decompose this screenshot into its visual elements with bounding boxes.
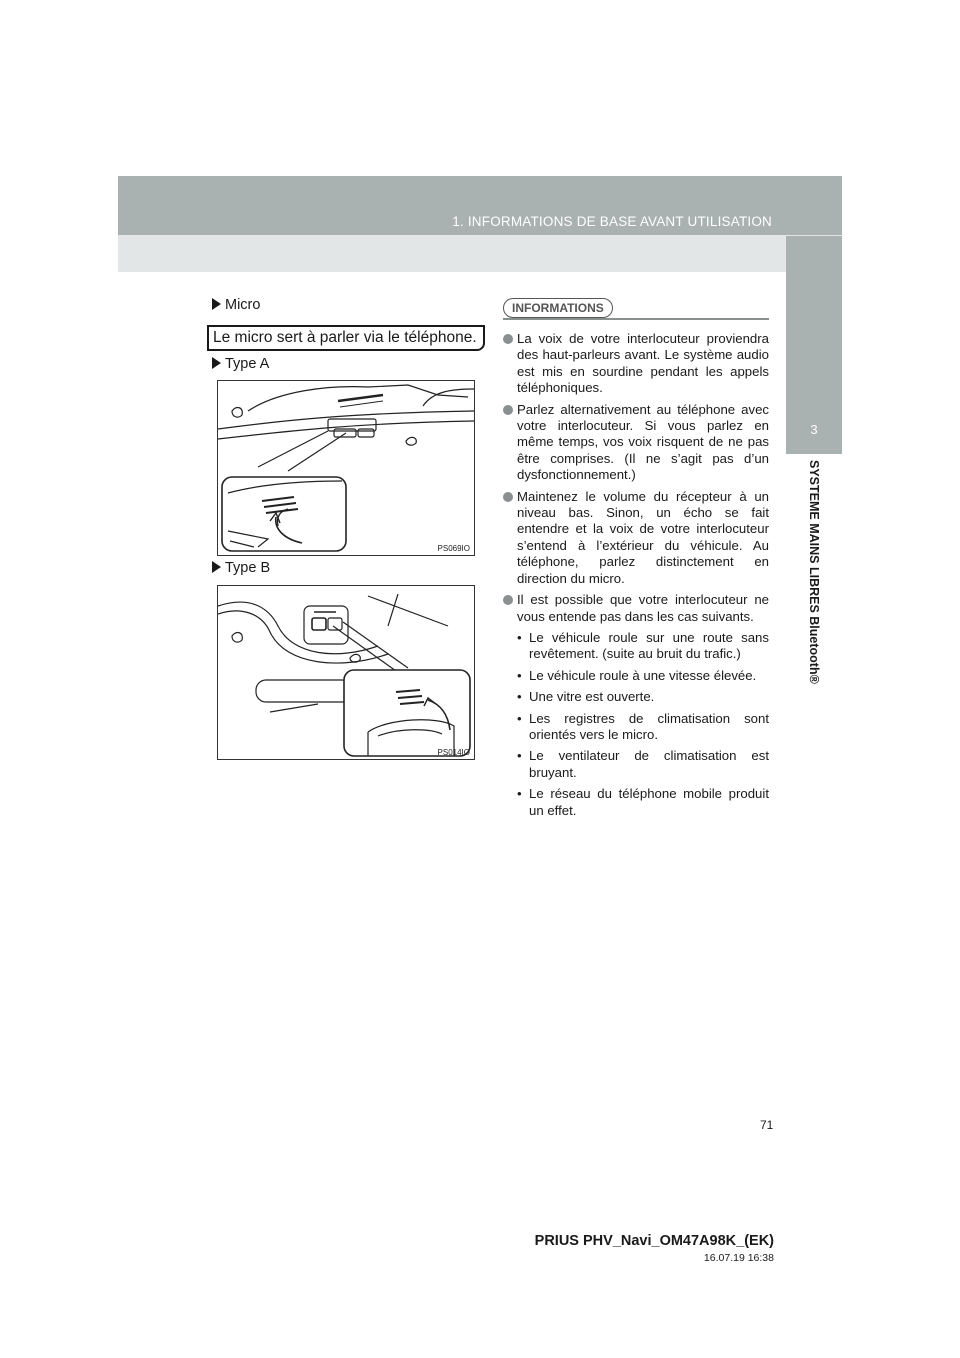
info-item: Parlez alternativement au téléphone avec votre interlocuteur. Si vous parlez en même temps, vos voix risquent de ne pas être comprises. (Il ne s’agit pas d’un dysfonctionnement.) [503, 402, 769, 484]
type-b-figure [217, 585, 475, 760]
page-number: 71 [760, 1118, 774, 1132]
info-item: Maintenez le volume du récepteur à un niveau bas. Sinon, un écho se fait entendre et la voix de votre interlocuteur s’entend à l’extérieur du véhicule. Au téléphone, parlez distinctement en direction du micro. [503, 489, 769, 587]
sub-list-item: • Les registres de climatisation sont orientés vers le micro. [517, 710, 769, 742]
sub-list-item: • Le véhicule roule sur une route sans revêtement. (suite au bruit du trafic.) [517, 629, 769, 662]
informations-panel [503, 298, 769, 819]
info-badge: INFORMATIONS [503, 298, 613, 318]
header-band [118, 176, 842, 272]
micro-heading: Micro [212, 297, 260, 313]
info-item: Il est possible que votre interlocuteur ne vous entende pas dans les cas suivants. [503, 592, 769, 625]
type-b-illustration [218, 586, 474, 759]
sub-list-item: • Le réseau du téléphone mobile produit un effet. [517, 786, 769, 818]
type-a-illustration [218, 381, 474, 555]
figure-code-b: PS014IO [437, 748, 470, 757]
type-a-figure [217, 380, 475, 556]
type-b-heading: Type B [212, 560, 270, 576]
chapter-number: 3 [810, 422, 818, 437]
sub-list-item: • Le véhicule roule à une vitesse élevée. [517, 667, 757, 683]
type-a-heading: Type A [212, 356, 269, 372]
section-title: 1. INFORMATIONS DE BASE AVANT UTILISATION [452, 214, 772, 229]
chapter-tab [786, 236, 842, 454]
bullet-dot-icon [503, 405, 513, 415]
footer-timestamp: 16.07.19 16:38 [703, 1252, 774, 1264]
chapter-side-title [798, 460, 830, 700]
triangle-bullet-icon [212, 561, 221, 573]
bullet-dot-icon [503, 595, 513, 605]
sub-list-item: • Une vitre est ouverte. [517, 689, 655, 705]
triangle-bullet-icon [212, 298, 221, 310]
bullet-dot-icon [503, 492, 513, 502]
figure-code-a: PS069IO [437, 544, 470, 553]
header-top-bar [118, 176, 842, 235]
info-divider [503, 318, 769, 320]
chapter-title-text: SYSTEME MAINS LIBRES Bluetooth® [807, 460, 821, 684]
sub-list-item: • Le ventilateur de climatisation est bruyant. [517, 748, 769, 780]
info-badge-wrap [503, 298, 769, 318]
footer-model: PRIUS PHV_Navi_OM47A98K_(EK) [534, 1233, 774, 1249]
triangle-bullet-icon [212, 357, 221, 369]
info-item: La voix de votre interlocuteur proviendra des haut-parleurs avant. Le système audio est mis en sourdine pendant les appels téléphoniques. [503, 331, 769, 397]
micro-statement-box: Le micro sert à parler via le téléphone. [207, 325, 485, 351]
bullet-dot-icon [503, 334, 513, 344]
